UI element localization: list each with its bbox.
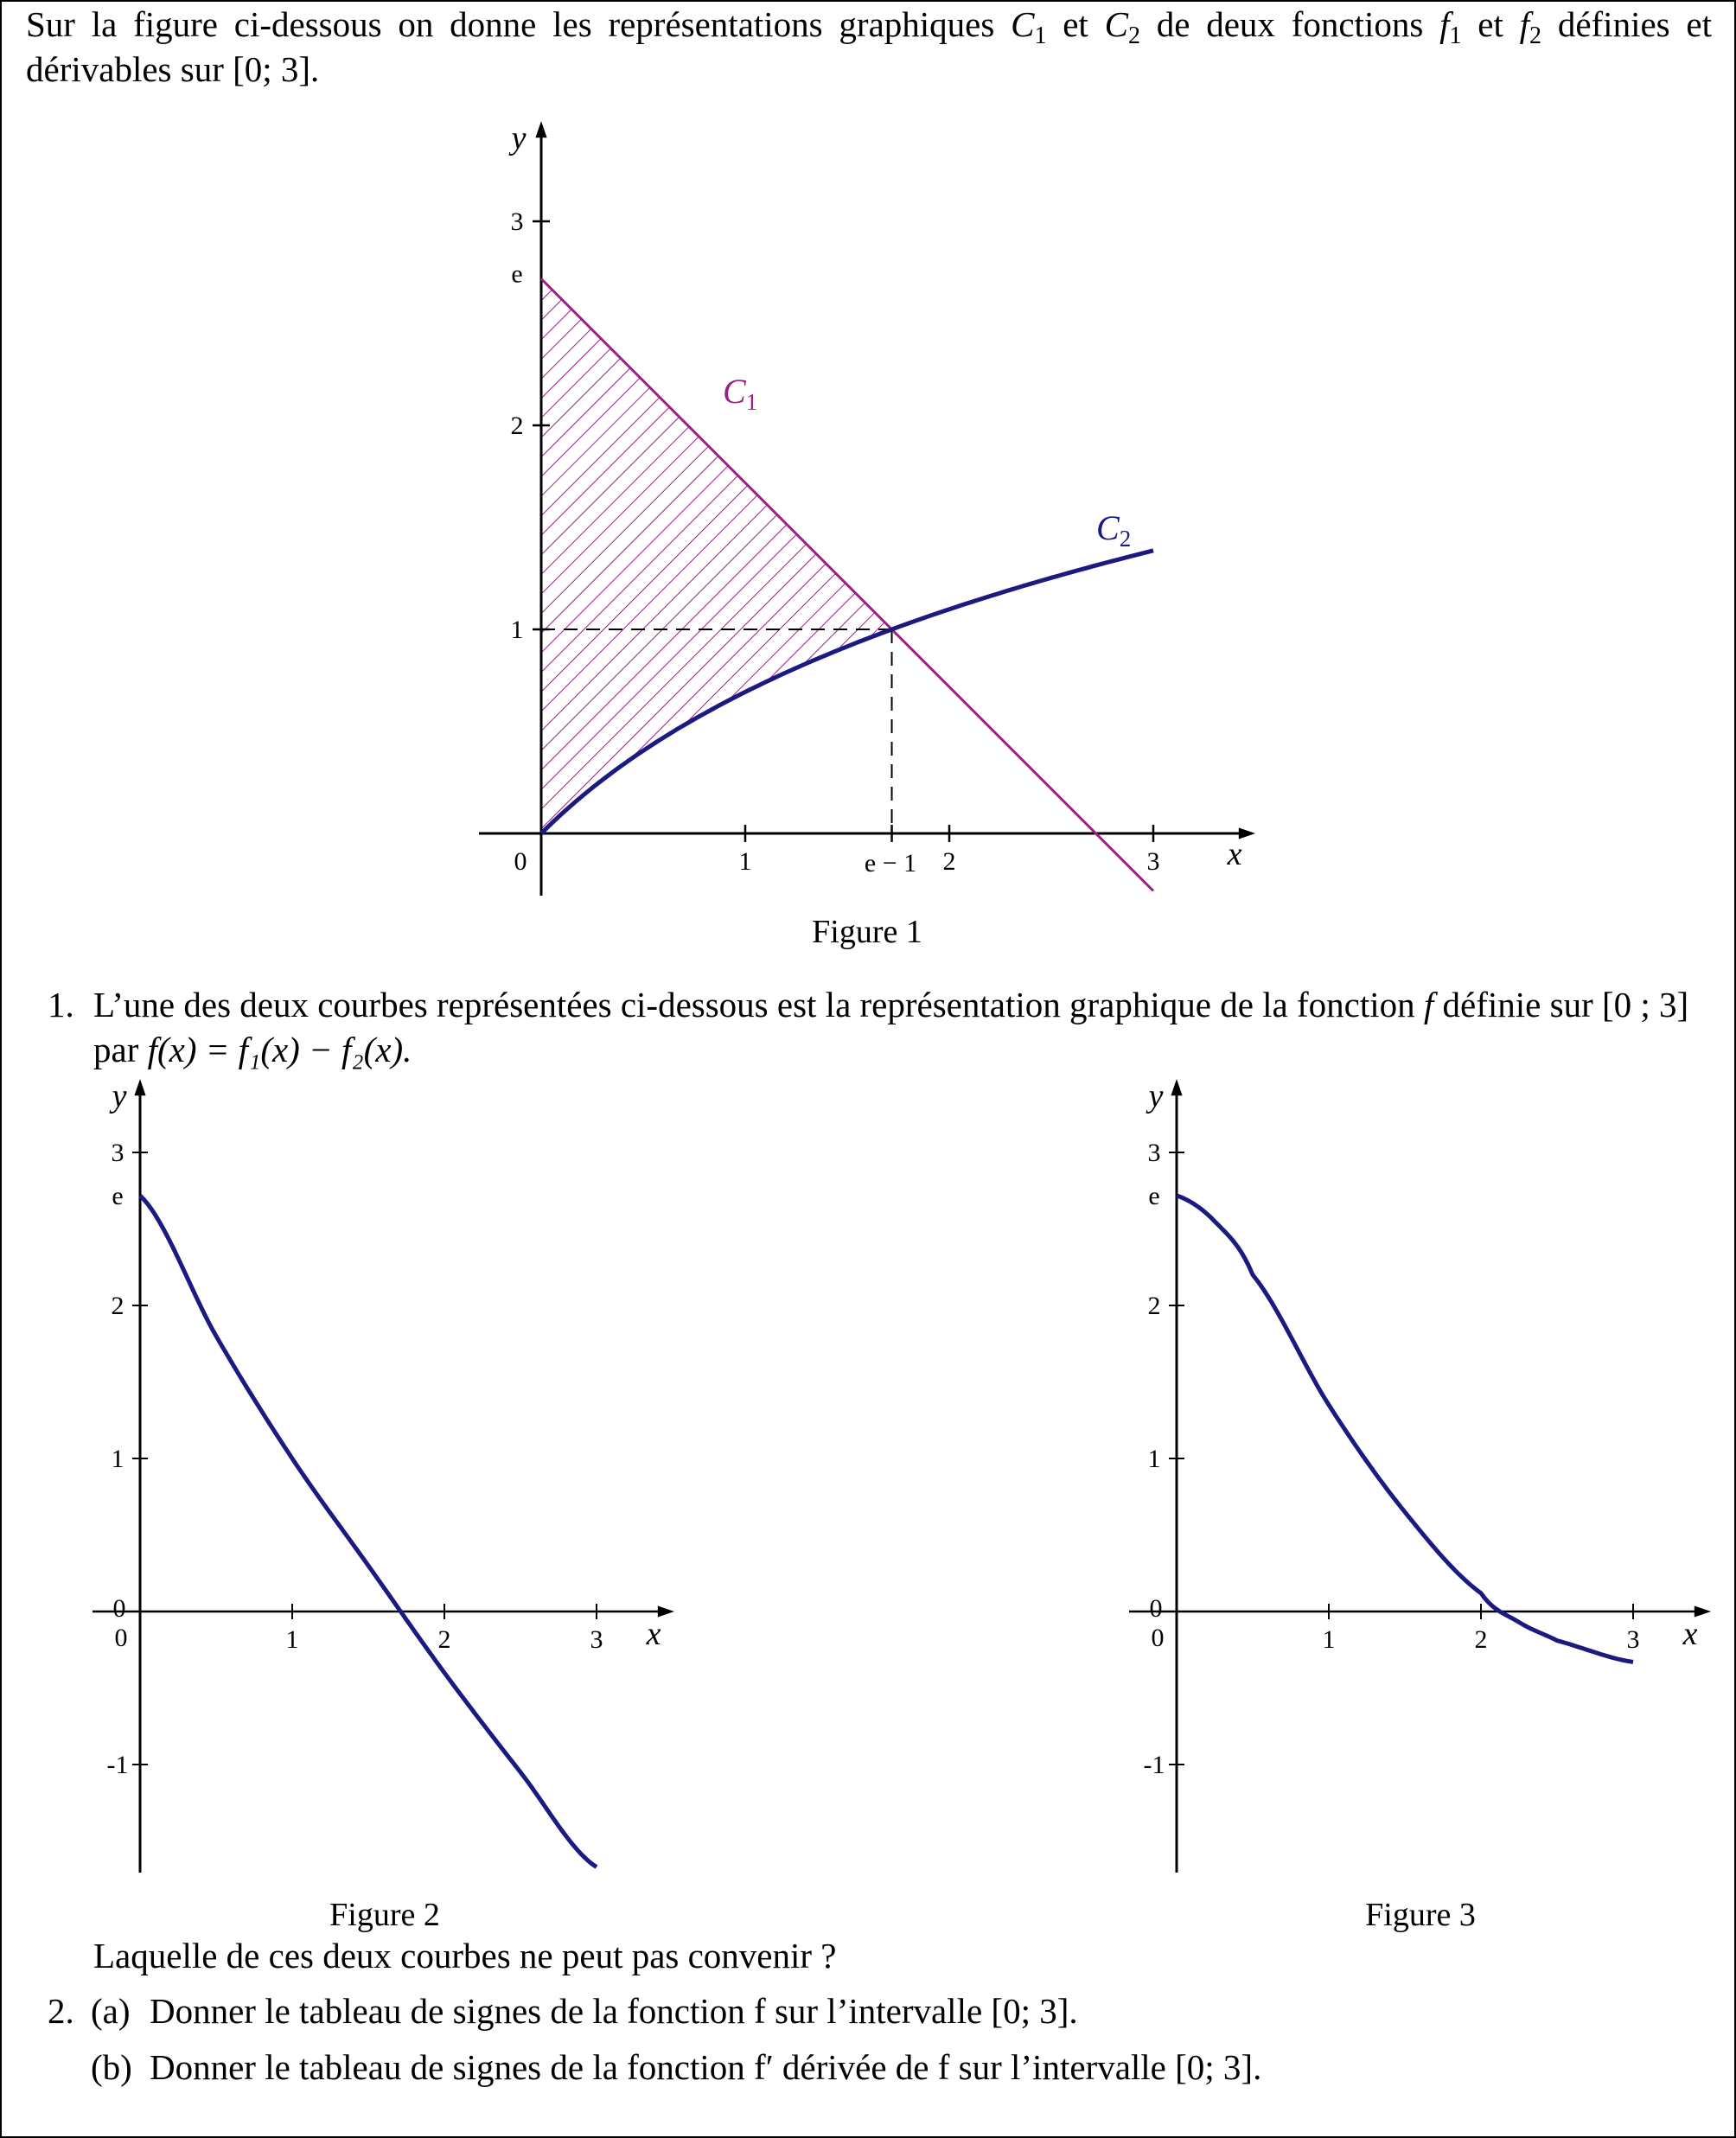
- question1-number: 1.: [48, 985, 74, 1024]
- fig2-origin-label-bottom: 0: [114, 1624, 128, 1652]
- fig3-e-label: e: [1148, 1181, 1160, 1210]
- figure3-caption: Figure 3: [1365, 1897, 1476, 1933]
- fig3-y-axis-label: y: [1148, 1078, 1164, 1114]
- fig2-y-tick-label: 2: [111, 1292, 124, 1320]
- fig3-y-tick-label: 2: [1147, 1292, 1161, 1320]
- fig2-x-tick-label: 2: [437, 1625, 451, 1654]
- question2a-label: (a): [91, 1991, 131, 2031]
- fig1-y-tick-label: 2: [510, 412, 524, 440]
- intro-paragraph: Sur la figure ci-dessous on donne les représentations graphiques $C_1$ et $C_2$ de deux fonctions $f_1$ et $f_2$ définies et dérivables sur [0; 3].: [26, 4, 1712, 89]
- fig2-curve: [140, 1196, 597, 1867]
- fig3-y-arrow: [1171, 1079, 1182, 1095]
- fig1-y-arrow: [535, 121, 546, 137]
- fig3-curve: [1177, 1196, 1633, 1663]
- figure2-caption: Figure 2: [329, 1897, 440, 1933]
- fig1-y-tick-label: 3: [510, 207, 524, 236]
- fig3-y-tick-label: 3: [1147, 1139, 1161, 1167]
- fig2-y-tick-label: -1: [106, 1751, 129, 1779]
- fig2-origin-label-top: 0: [112, 1594, 126, 1623]
- fig2-x-tick-label: 3: [590, 1625, 603, 1654]
- fig1-e-minus-1-label: e − 1: [864, 849, 917, 878]
- question1-text: L’une des deux courbes représentées ci-dessous est la représentation graphique de la fonction f définie sur [0 ; 3] par f(x) = f₁(x) − f₂(x).: [93, 985, 1689, 1069]
- fig1-c2-label: $C_2$: [1096, 508, 1132, 552]
- fig1-y-tick-label: 1: [510, 616, 524, 644]
- fig2-y-axis-label: y: [112, 1078, 127, 1114]
- fig3-x-tick-label: 1: [1322, 1625, 1336, 1654]
- fig2-y-tick-label: 3: [111, 1139, 124, 1167]
- fig3-y-tick-label: 1: [1147, 1445, 1161, 1473]
- fig1-x-tick-label: 2: [942, 847, 956, 876]
- fig1-x-axis-label: x: [1227, 836, 1242, 872]
- fig3-x-axis-label: x: [1682, 1616, 1698, 1652]
- fig3-origin-label-bottom: 0: [1151, 1624, 1165, 1652]
- fig3-x-tick-label: 2: [1474, 1625, 1488, 1654]
- fig3-y-tick-label: -1: [1143, 1751, 1165, 1779]
- figure1-caption: Figure 1: [812, 914, 922, 950]
- fig2-y-arrow: [134, 1079, 145, 1095]
- fig1-x-tick-label: 1: [738, 847, 752, 876]
- fig1-origin-label: 0: [514, 847, 527, 876]
- question2-number: 2.: [48, 1991, 74, 2031]
- fig1-y-axis-label: y: [511, 120, 527, 156]
- question2b-text: Donner le tableau de signes de la fonction f′ dérivée de f sur l’intervalle [0; 3].: [150, 2047, 1262, 2087]
- fig1-c1-label: $C_1$: [723, 372, 758, 415]
- fig1-e-label: e: [511, 259, 523, 289]
- fig2-e-label: e: [112, 1181, 124, 1210]
- fig2-x-tick-label: 1: [285, 1625, 299, 1654]
- question2b-label: (b): [91, 2047, 132, 2087]
- question2a-text: Donner le tableau de signes de la fonction f sur l’intervalle [0; 3].: [150, 1991, 1078, 2031]
- fig1-x-tick-label: 3: [1146, 847, 1160, 876]
- question1-question: Laquelle de ces deux courbes ne peut pas convenir ?: [93, 1936, 837, 1975]
- fig2-y-tick-label: 1: [111, 1445, 124, 1473]
- fig3-x-tick-label: 3: [1626, 1625, 1640, 1654]
- fig2-x-axis-label: x: [646, 1616, 661, 1652]
- fig3-origin-label-top: 0: [1149, 1594, 1163, 1623]
- fig1-hatched-region: [541, 278, 892, 833]
